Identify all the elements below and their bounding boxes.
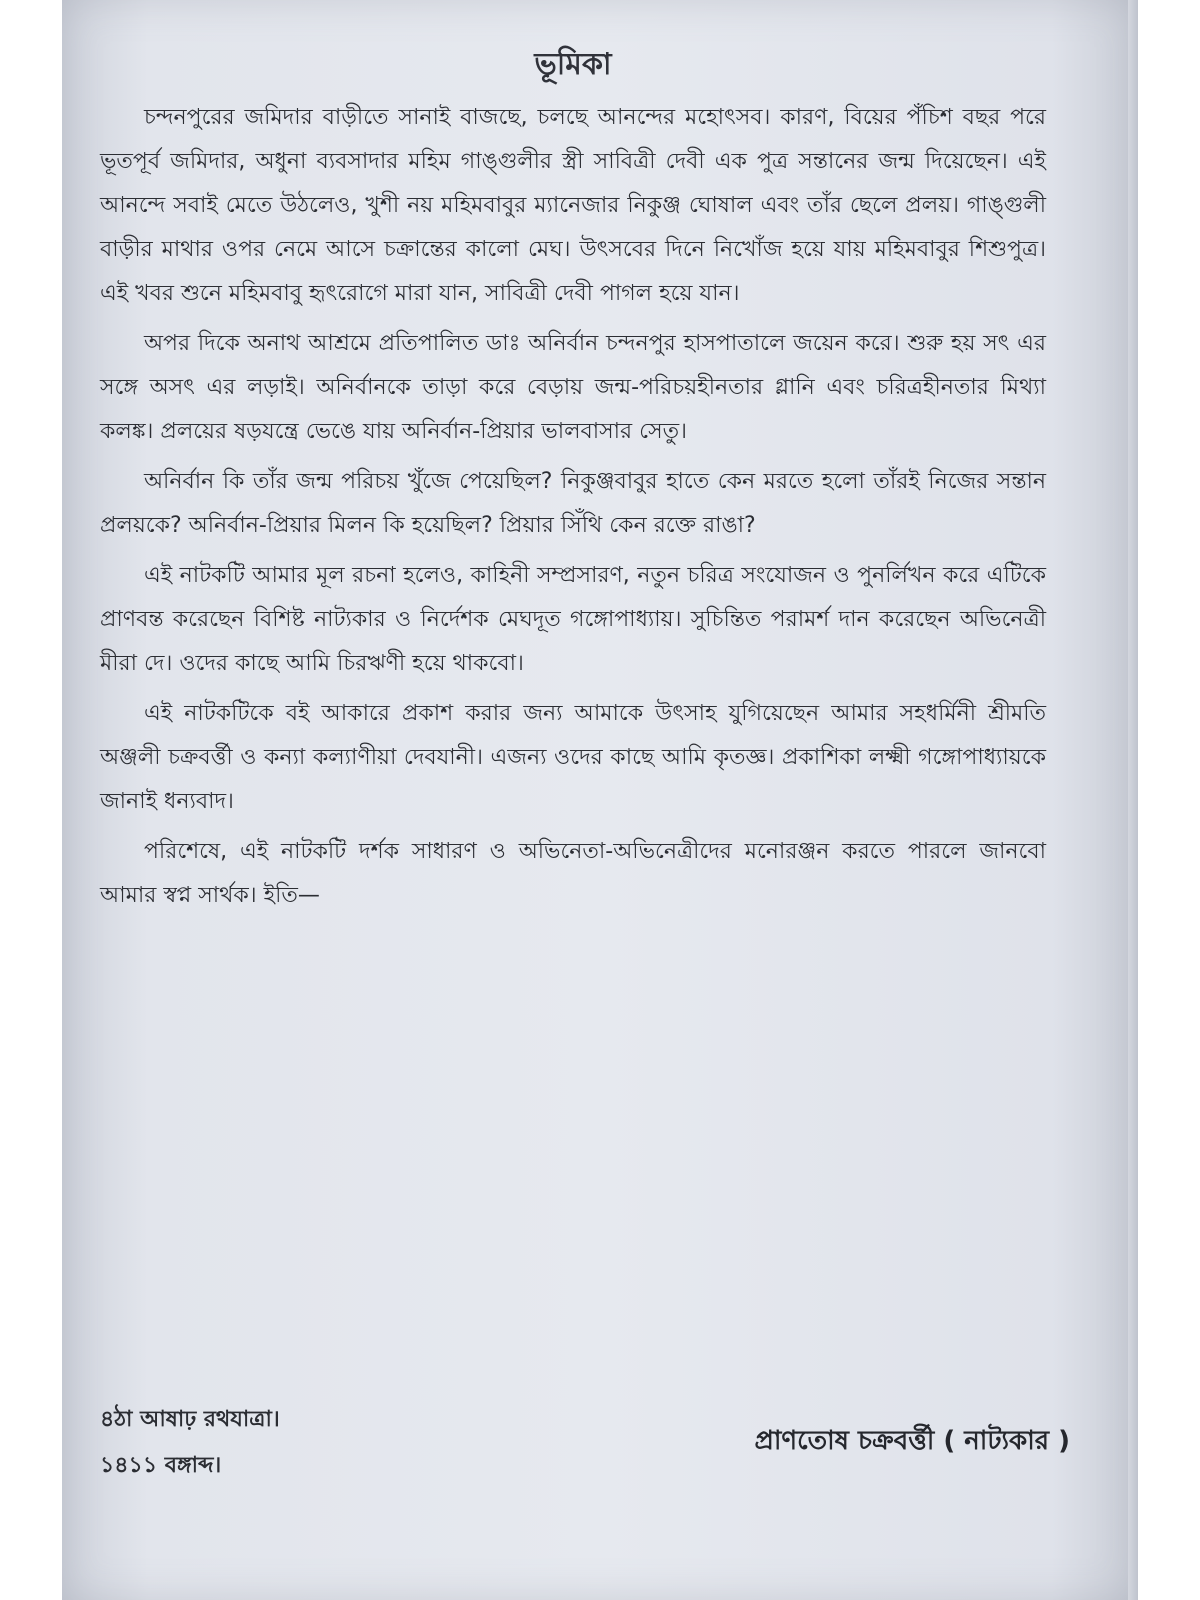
page-edge	[1128, 0, 1138, 1600]
paragraph-3: অনির্বান কি তাঁর জন্ম পরিচয় খুঁজে পেয়েছিল? নিকুঞ্জবাবুর হাতে কেন মরতে হলো তাঁরই নিজের সন্তান প্রলয়কে? অনির্বান-প্রিয়ার মিলন কি হয়েছিল? প্রিয়ার সিঁথি কেন রক্তে রাঙা?	[100, 469, 1046, 538]
paragraph-2: অপর দিকে অনাথ আশ্রমে প্রতিপালিত ডাঃ অনির্বান চন্দনপুর হাসপাতালে জয়েন করে। শুরু হয় সৎ এর সঙ্গে অসৎ এর লড়াই। অনির্বানকে তাড়া করে বেড়ায় জন্ম-পরিচয়হীনতার গ্লানি এবং চরিত্রহীনতার মিথ্যা কলঙ্ক। প্রলয়ের ষড়যন্ত্রে ভেঙে যায় অনির্বান-প্রিয়ার ভালবাসার সেতু।	[100, 331, 1046, 444]
paragraph-6: পরিশেষে, এই নাটকটি দর্শক সাধারণ ও অভিনেতা-অভিনেত্রীদের মনোরঞ্জন করতে পারলে জানবো আমার স্বপ্ন সার্থক। ইতি—	[100, 839, 1046, 908]
page-title: ভূমিকা	[534, 47, 612, 82]
date-line-1: ৪ঠা আষাঢ় রথযাত্রা।	[100, 1407, 280, 1432]
paragraph-1: চন্দনপুরের জমিদার বাড়ীতে সানাই বাজছে, চলছে আনন্দের মহোৎসব। কারণ, বিয়ের পঁচিশ বছর পরে ভূতপূর্ব জমিদার, অধুনা ব্যবসাদার মহিম গাঙ্গুলীর স্ত্রী সাবিত্রী দেবী এক পুত্র সন্তানের জন্ম দিয়েছেন। এই আনন্দে সবাই মেতে উঠলেও, খুশী নয় মহিমবাবুর ম্যানেজার নিকুঞ্জ ঘোষাল এবং তাঁর ছেলে প্রলয়। গাঙ্গুলী বাড়ীর মাথার ওপর নেমে আসে চক্রান্তের কালো মেঘ। উৎসবের দিনে নিখোঁজ হয়ে যায় মহিমবাবুর শিশুপুত্র। এই খবর শুনে মহিমবাবু হৃৎরোগে মারা যান, সাবিত্রী দেবী পাগল হয়ে যান।	[100, 105, 1046, 306]
paragraph-5: এই নাটকটিকে বই আকারে প্রকাশ করার জন্য আমাকে উৎসাহ যুগিয়েছেন আমার সহধর্মিনী শ্রীমতি অঞ্জলী চক্রবর্ত্তী ও কন্যা কল্যাণীয়া দেবযানী। এজন্য ওদের কাছে আমি কৃতজ্ঞ। প্রকাশিকা লক্ষ্মী গঙ্গোপাধ্যায়কে জানাই ধন্যবাদ।	[100, 701, 1046, 814]
preface-text-block	[100, 40, 1046, 924]
date-line-2: ১৪১১ বঙ্গাব্দ।	[100, 1453, 222, 1478]
author-signature: প্রাণতোষ চক্রবর্ত্তী ( নাট্যকার )	[754, 1426, 1070, 1456]
closing-date	[100, 1397, 280, 1489]
paragraph-4: এই নাটকটি আমার মূল রচনা হলেও, কাহিনী সম্প্রসারণ, নতুন চরিত্র সংযোজন ও পুনর্লিখন করে এটিকে প্রাণবন্ত করেছেন বিশিষ্ট নাট্যকার ও নির্দেশক মেঘদূত গঙ্গোপাধ্যায়। সুচিন্তিত পরামর্শ দান করেছেন অভিনেত্রী মীরা দে। ওদের কাছে আমি চিরঋণী হয়ে থাকবো।	[100, 563, 1046, 676]
